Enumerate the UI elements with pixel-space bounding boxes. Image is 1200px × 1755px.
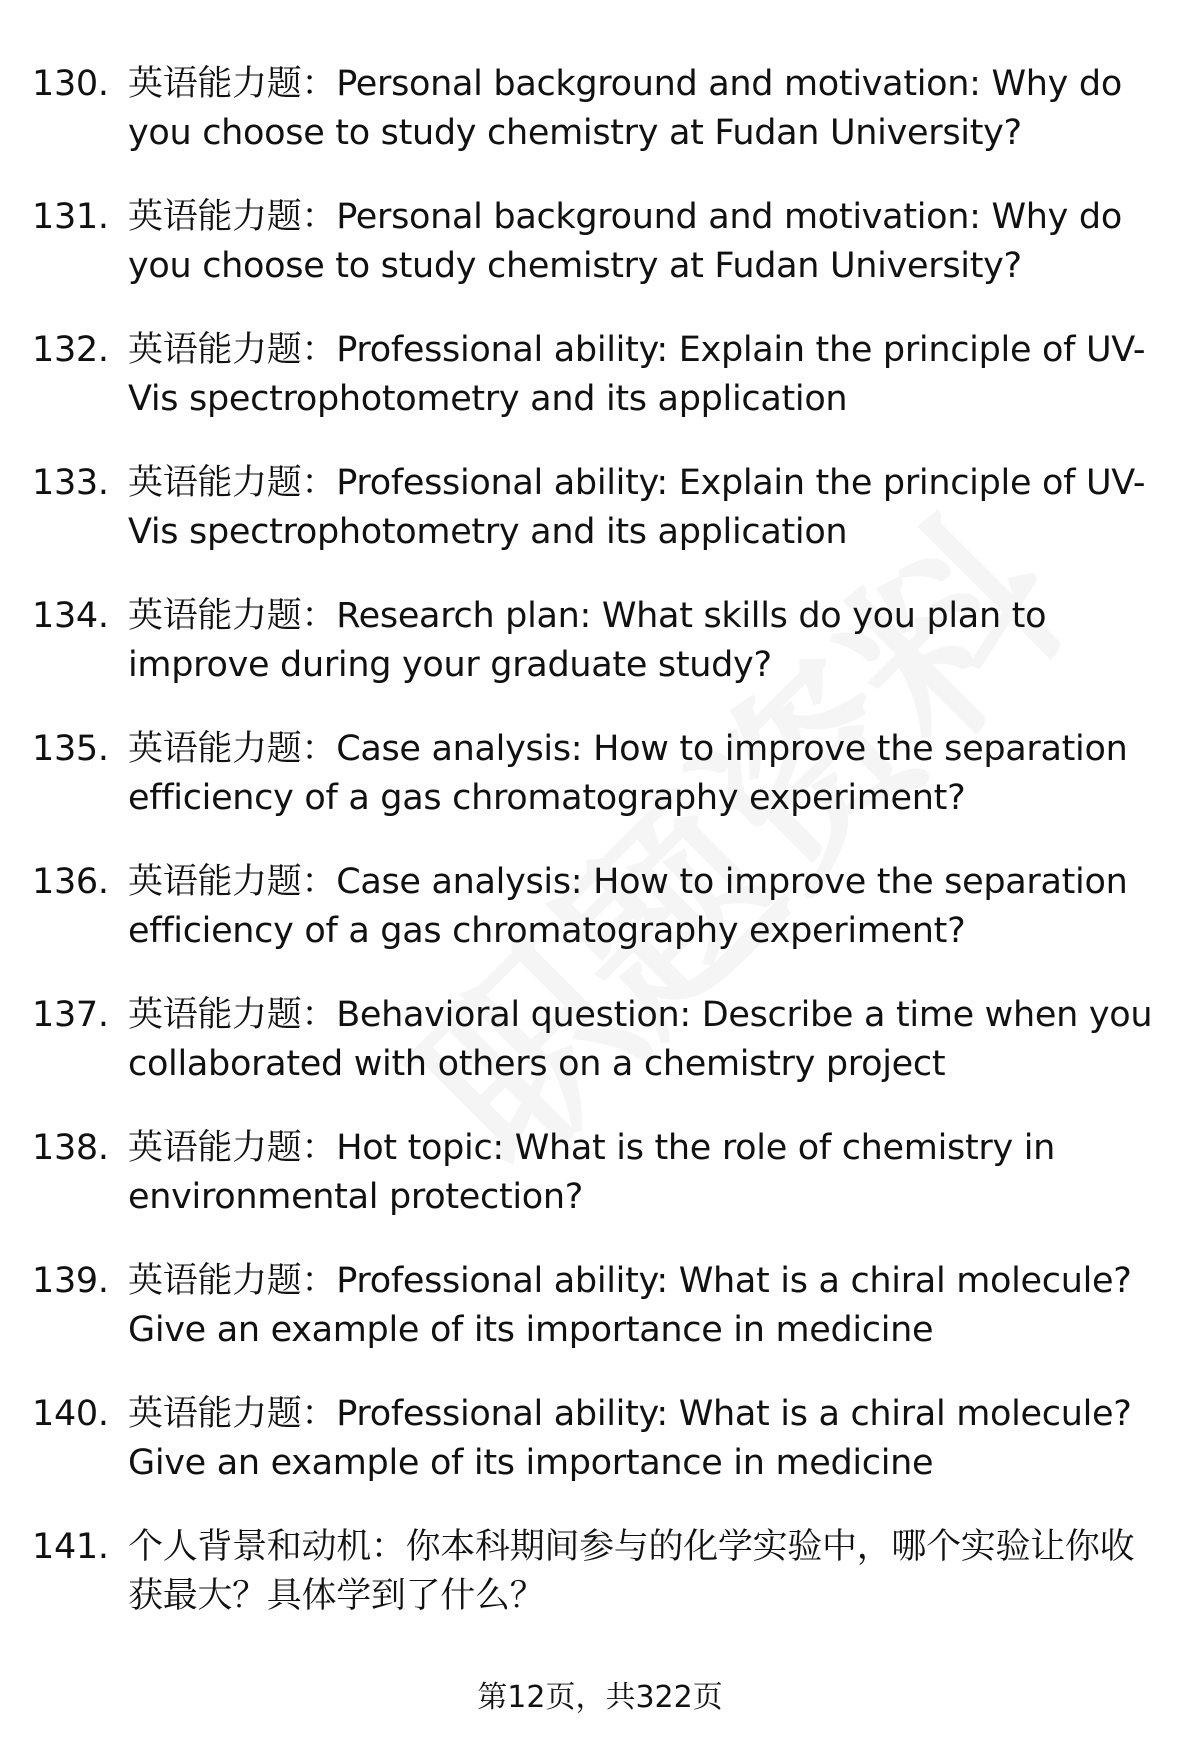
- question-text: 英语能力题：Hot topic: What is the role of chemistry in environmental protection?: [128, 1128, 1056, 1217]
- question-text: 英语能力题：Case analysis: How to improve the separation efficiency of a gas chromatography experiment?: [128, 862, 1128, 951]
- question-number: 132.: [32, 330, 109, 370]
- list-item: [32, 991, 1172, 1089]
- question-number: 139.: [32, 1261, 109, 1301]
- question-number: 138.: [32, 1128, 109, 1168]
- list-item: [32, 459, 1172, 557]
- question-text: 英语能力题：Behavioral question: Describe a time when you collaborated with others on a chemistry project: [128, 995, 1153, 1084]
- question-text: 英语能力题：Personal background and motivation: Why do you choose to study chemistry at Fudan University?: [128, 197, 1122, 286]
- question-text: 英语能力题：Case analysis: How to improve the separation efficiency of a gas chromatography experiment?: [128, 729, 1128, 818]
- list-item: [32, 326, 1172, 424]
- question-number: 131.: [32, 197, 109, 237]
- question-text: 英语能力题：Professional ability: What is a chiral molecule? Give an example of its importance in medicine: [128, 1394, 1132, 1483]
- list-item: [32, 60, 1172, 158]
- question-number: 140.: [32, 1394, 109, 1434]
- list-item: [32, 1257, 1172, 1355]
- list-item: [32, 858, 1172, 956]
- question-text: 英语能力题：Professional ability: What is a chiral molecule? Give an example of its importance in medicine: [128, 1261, 1132, 1350]
- question-text: 英语能力题：Personal background and motivation: Why do you choose to study chemistry at Fudan University?: [128, 64, 1122, 153]
- list-item: [32, 725, 1172, 823]
- page-number: 第12页，共322页: [477, 1680, 723, 1715]
- question-number: 137.: [32, 995, 109, 1035]
- question-number: 135.: [32, 729, 109, 769]
- question-number: 134.: [32, 596, 109, 636]
- list-item: [32, 1523, 1172, 1621]
- question-text: 英语能力题：Professional ability: Explain the principle of UV-Vis spectrophotometry and its application: [128, 330, 1146, 419]
- question-text: 英语能力题：Research plan: What skills do you plan to improve during your graduate study?: [128, 596, 1047, 685]
- list-item: [32, 592, 1172, 690]
- list-item: [32, 1124, 1172, 1222]
- question-list: [32, 60, 1172, 1656]
- question-number: 133.: [32, 463, 109, 503]
- question-number: 136.: [32, 862, 109, 902]
- list-item: [32, 1390, 1172, 1488]
- question-text: 个人背景和动机：你本科期间参与的化学实验中，哪个实验让你收获最大？具体学到了什么？: [128, 1527, 1135, 1616]
- question-text: 英语能力题：Professional ability: Explain the principle of UV-Vis spectrophotometry and its application: [128, 463, 1146, 552]
- question-number: 130.: [32, 64, 109, 104]
- list-item: [32, 193, 1172, 291]
- question-number: 141.: [32, 1527, 109, 1567]
